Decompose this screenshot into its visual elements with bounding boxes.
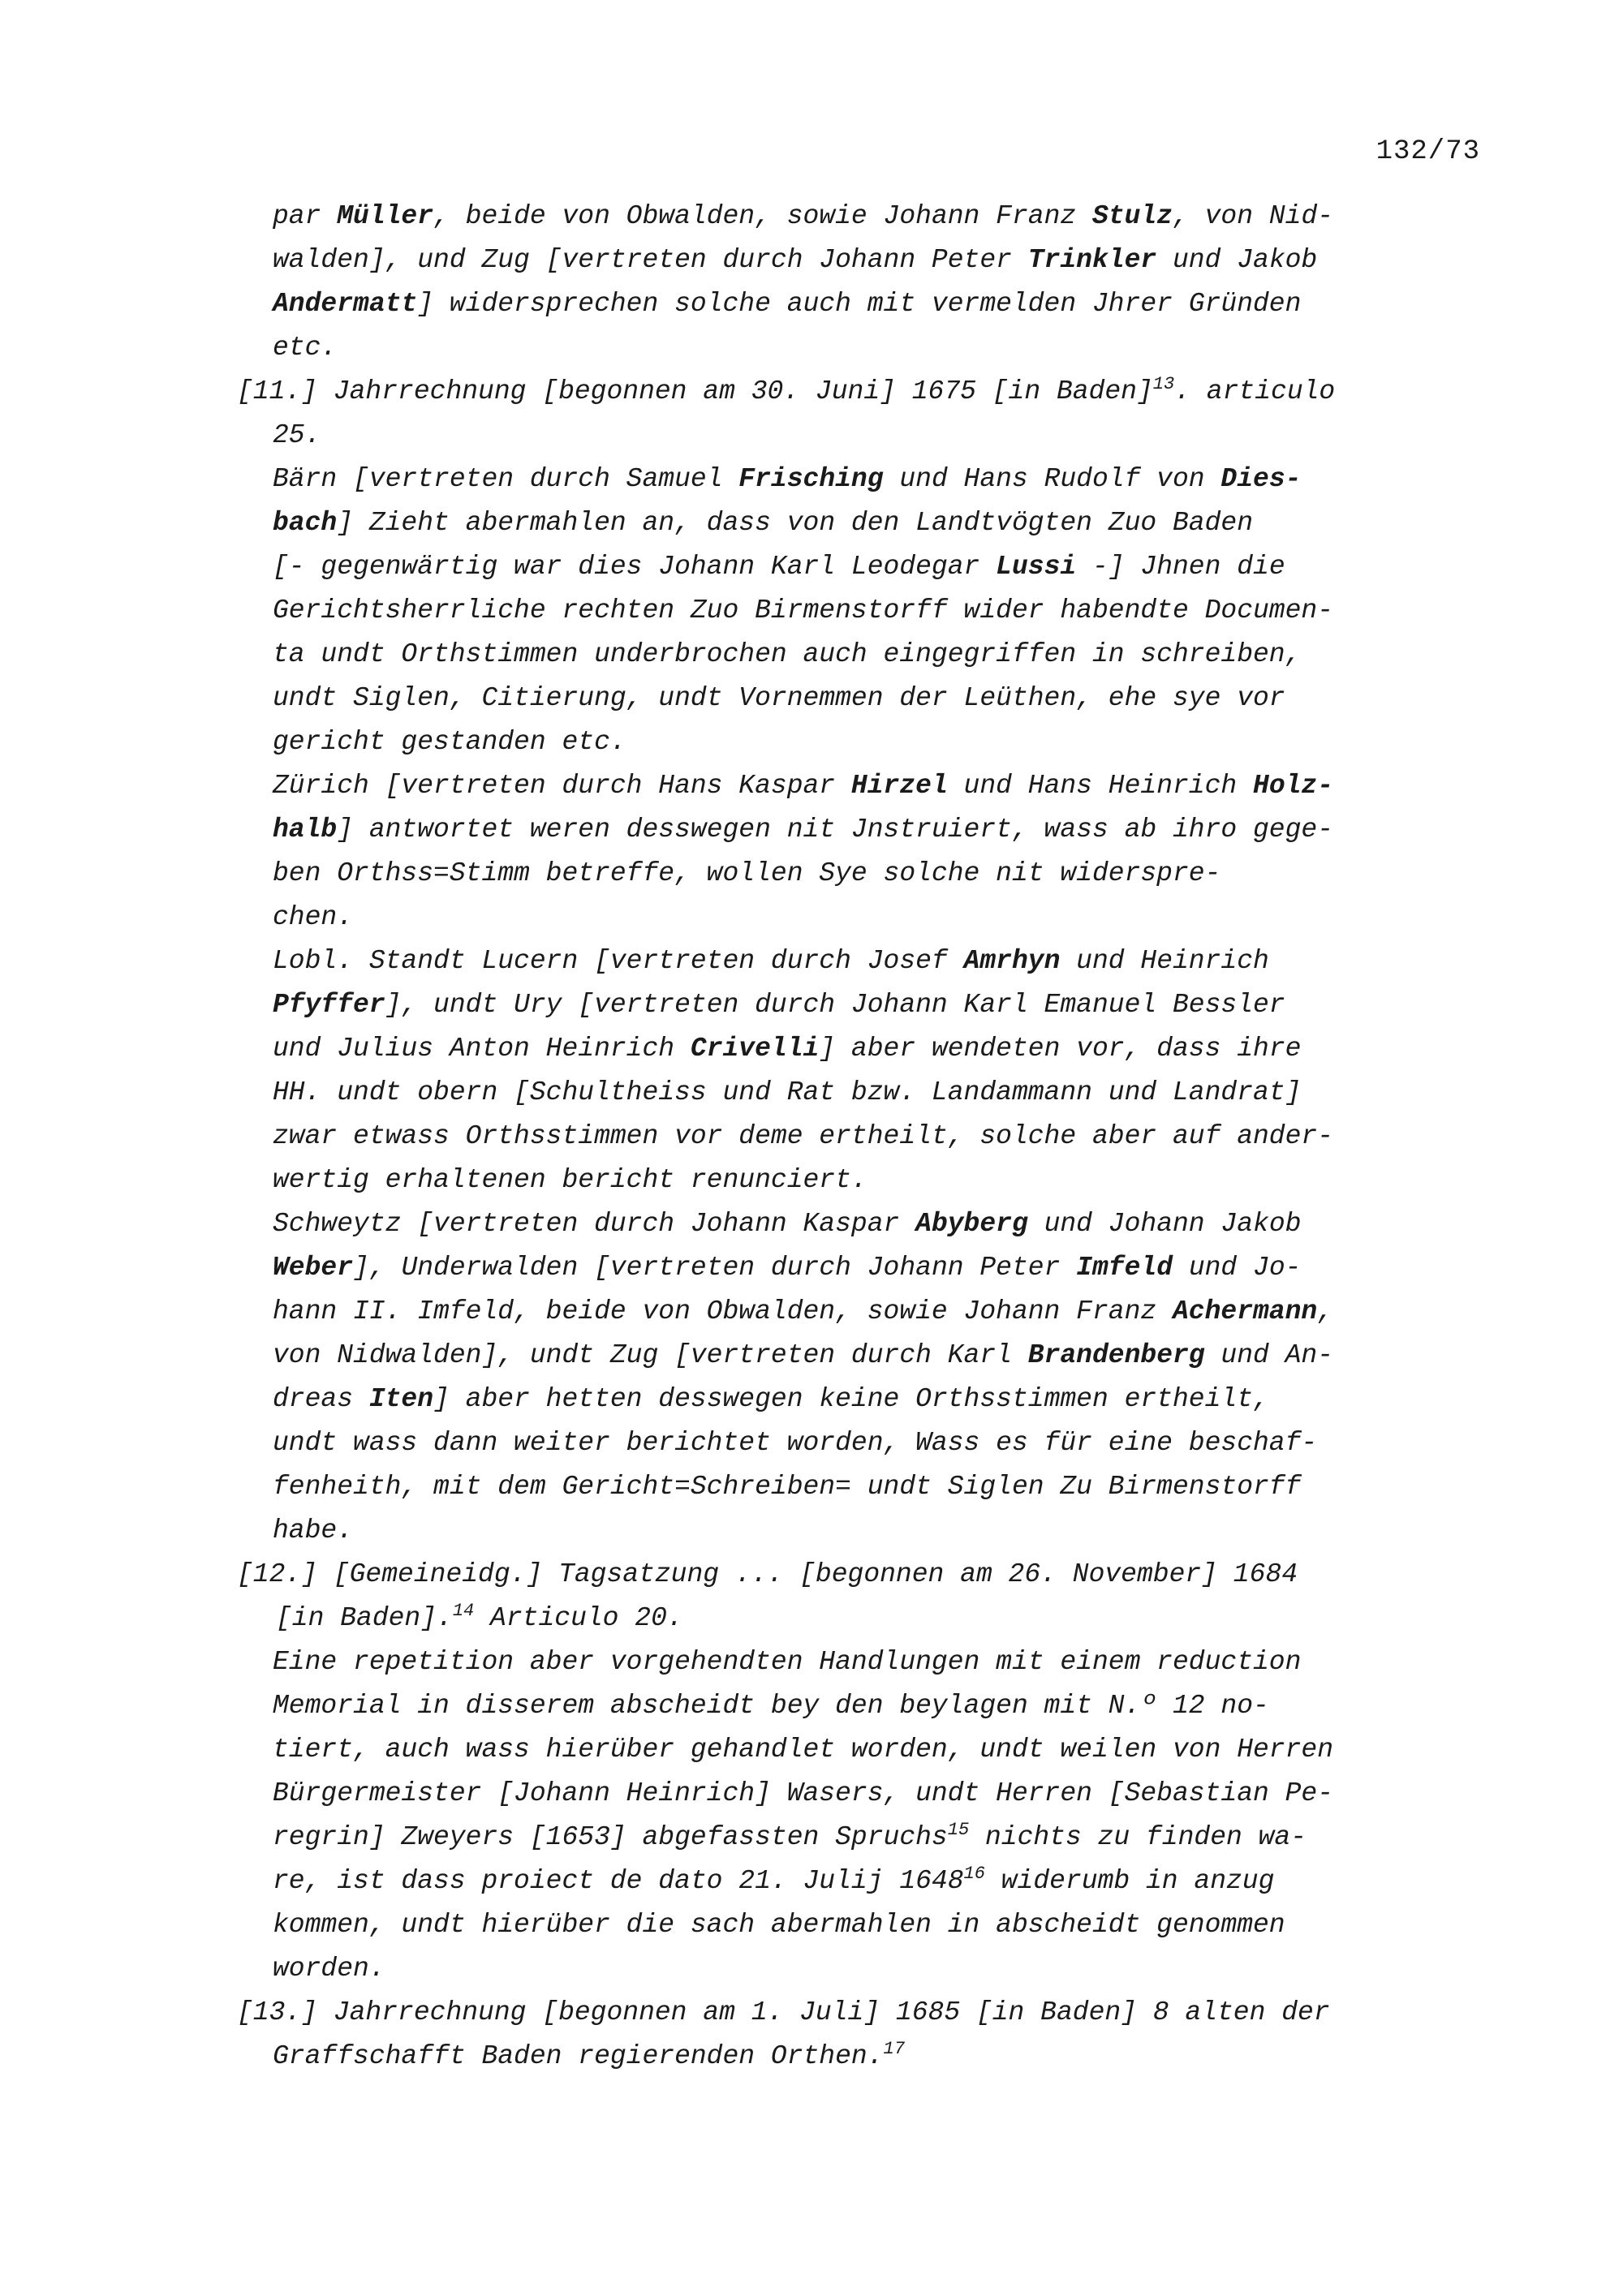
- text-segment: HH. undt obern [Schultheiss und Rat bzw. Landammann und Landrat]: [273, 1077, 1302, 1107]
- text-segment: ,: [1317, 1296, 1334, 1326]
- text-line: [273, 1334, 1487, 1378]
- text-segment: von Nidwalden], undt Zug [vertreten durch Karl: [273, 1340, 1028, 1370]
- text-line: [273, 2035, 1487, 2079]
- text-segment: kommen, undt hierüber die sach abermahlen in abscheidt genommen: [273, 1910, 1285, 1940]
- text-segment: etc.: [273, 333, 338, 363]
- text-line: [273, 1860, 1487, 1903]
- footnote-reference: 15: [947, 1820, 970, 1840]
- text-segment: Eine repetition aber vorgehendten Handlungen mit einem reduction: [273, 1647, 1302, 1677]
- text-line: [276, 1597, 1487, 1640]
- text-segment: walden], und Zug [vertreten durch Johann Peter: [273, 245, 1028, 275]
- text-line: [273, 1465, 1487, 1509]
- text-line: [273, 1027, 1487, 1071]
- text-segment: [- gegenwärtig war dies Johann Karl Leodegar: [273, 552, 997, 582]
- text-line: [273, 633, 1487, 677]
- text-segment: nichts zu finden wa-: [969, 1822, 1307, 1852]
- document-body: [237, 195, 1487, 2079]
- person-name: Lussi: [996, 552, 1077, 582]
- person-name: Achermann: [1172, 1296, 1318, 1326]
- person-name: Crivelli: [690, 1034, 820, 1064]
- text-segment: Bärn [vertreten durch Samuel: [273, 464, 739, 494]
- text-line: [273, 1903, 1487, 1947]
- text-line: [273, 1947, 1487, 1991]
- text-segment: und Julius Anton Heinrich: [273, 1034, 691, 1064]
- person-name: Müller: [337, 201, 434, 231]
- text-line: [273, 414, 1487, 458]
- person-name: Andermatt: [273, 289, 418, 319]
- text-segment: ], undt Ury [vertreten durch Johann Karl Emanuel Bessler: [385, 990, 1285, 1020]
- person-name: halb: [273, 815, 338, 845]
- text-segment: zwar etwass Orthsstimmen vor deme ertheilt, solche aber auf ander-: [273, 1121, 1334, 1151]
- text-line: [273, 1115, 1487, 1159]
- page-number: 132/73: [1375, 136, 1480, 167]
- text-line: [273, 1071, 1487, 1115]
- text-line: [273, 939, 1487, 983]
- text-segment: worden.: [273, 1954, 385, 1984]
- text-segment: Gerichtsherrliche rechten Zuo Birmenstorff wider habendte Documen-: [273, 595, 1334, 626]
- text-segment: ] aber wendeten vor, dass ihre: [819, 1034, 1302, 1064]
- person-name: Iten: [368, 1384, 434, 1414]
- text-segment: Lobl. Standt Lucern [vertreten durch Josef: [273, 946, 964, 976]
- person-name: Trinkler: [1027, 245, 1157, 275]
- text-segment: ] widersprechen solche auch mit vermelden Jhrer Gründen: [417, 289, 1302, 319]
- text-line: [273, 1684, 1487, 1728]
- text-line: [273, 1509, 1487, 1553]
- text-segment: Schweytz [vertreten durch Johann Kaspar: [273, 1209, 916, 1239]
- text-segment: und Jo-: [1173, 1253, 1302, 1283]
- text-segment: . articulo: [1174, 376, 1336, 406]
- text-line: [273, 677, 1487, 720]
- person-name: Dies-: [1220, 464, 1302, 494]
- text-line: [273, 1728, 1487, 1772]
- text-segment: Articulo 20.: [474, 1603, 683, 1633]
- text-segment: ], Underwalden [vertreten durch Johann Peter: [353, 1253, 1077, 1283]
- text-segment: re, ist dass proiect de dato 21. Julij 1648: [273, 1866, 964, 1896]
- text-segment: und Hans Heinrich: [947, 771, 1254, 801]
- text-line: [273, 1159, 1487, 1202]
- text-line: [273, 1772, 1487, 1816]
- text-line: [273, 239, 1487, 282]
- text-segment: [12.] [Gemeineidg.] Tagsatzung ... [begonnen am 26. November] 1684: [237, 1559, 1298, 1589]
- person-name: Frisching: [738, 464, 884, 494]
- text-segment: undt wass dann weiter berichtet worden, Wass es für eine beschaf-: [273, 1428, 1318, 1458]
- person-name: Amrhyn: [963, 946, 1061, 976]
- text-segment: chen.: [273, 902, 354, 932]
- footnote-reference: 14: [452, 1601, 475, 1621]
- text-segment: Graffschafft Baden regierenden Orthen.: [273, 2041, 884, 2071]
- text-line: [273, 1246, 1487, 1290]
- text-segment: par: [273, 201, 338, 231]
- text-segment: regrin] Zweyers [1653] abgefassten Spruchs: [273, 1822, 948, 1852]
- person-name: Holz-: [1253, 771, 1334, 801]
- text-segment: und Heinrich: [1060, 946, 1269, 976]
- text-segment: und Jakob: [1156, 245, 1318, 275]
- text-segment: wertig erhaltenen bericht renunciert.: [273, 1165, 867, 1195]
- text-line: [273, 195, 1487, 239]
- text-segment: undt Siglen, Citierung, undt Vornemmen der Leüthen, ehe sye vor: [273, 683, 1285, 713]
- text-line: [273, 589, 1487, 633]
- text-segment: tiert, auch wass hierüber gehandlet worden, undt weilen von Herren: [273, 1735, 1334, 1765]
- text-segment: ben Orthss=Stimm betreffe, wollen Sye solche nit widerspre-: [273, 858, 1221, 888]
- text-segment: [11.] Jahrrechnung [begonnen am 30. Juni] 1675 [in Baden]: [237, 376, 1153, 406]
- text-line: [273, 1816, 1487, 1860]
- text-segment: ta undt Orthstimmen underbrochen auch eingegriffen in schreiben,: [273, 639, 1302, 669]
- text-line: [273, 808, 1487, 852]
- text-segment: und An-: [1204, 1340, 1334, 1370]
- text-line: [273, 282, 1487, 326]
- text-segment: und Johann Jakob: [1027, 1209, 1302, 1239]
- text-segment: habe.: [273, 1516, 354, 1546]
- text-line: [273, 1378, 1487, 1421]
- text-line: [273, 1290, 1487, 1334]
- text-line: [273, 545, 1487, 589]
- text-line: [273, 501, 1487, 545]
- text-line: [237, 1553, 1487, 1597]
- person-name: bach: [273, 508, 338, 538]
- footnote-reference: 17: [883, 2039, 905, 2059]
- person-name: Abyberg: [915, 1209, 1028, 1239]
- text-segment: dreas: [273, 1384, 369, 1414]
- text-segment: Memorial in disserem abscheidt bey den beylagen mit N.º 12 no-: [273, 1691, 1269, 1721]
- text-line: [273, 764, 1487, 808]
- text-segment: Zürich [vertreten durch Hans Kaspar: [273, 771, 851, 801]
- text-line: [273, 720, 1487, 764]
- footnote-reference: 13: [1152, 374, 1175, 394]
- person-name: Brandenberg: [1027, 1340, 1205, 1370]
- text-line: [237, 370, 1487, 414]
- person-name: Weber: [273, 1253, 354, 1283]
- text-line: [273, 326, 1487, 370]
- text-line: [237, 1991, 1487, 2035]
- text-line: [273, 458, 1487, 501]
- text-segment: und Hans Rudolf von: [883, 464, 1221, 494]
- person-name: Stulz: [1091, 201, 1173, 231]
- text-segment: ] Zieht abermahlen an, dass von den Landtvögten Zuo Baden: [337, 508, 1254, 538]
- footnote-reference: 16: [963, 1864, 985, 1884]
- text-segment: hann II. Imfeld, beide von Obwalden, sowie Johann Franz: [273, 1296, 1173, 1326]
- text-segment: 25.: [273, 420, 321, 450]
- text-line: [273, 983, 1487, 1027]
- text-segment: gericht gestanden etc.: [273, 727, 626, 757]
- text-line: [273, 1421, 1487, 1465]
- text-segment: fenheith, mit dem Gericht=Schreiben= undt Siglen Zu Birmenstorff: [273, 1472, 1302, 1502]
- text-line: [273, 896, 1487, 939]
- person-name: Pfyffer: [273, 990, 385, 1020]
- person-name: Hirzel: [850, 771, 948, 801]
- text-segment: Bürgermeister [Johann Heinrich] Wasers, undt Herren [Sebastian Pe-: [273, 1778, 1334, 1808]
- text-segment: widerumb in anzug: [984, 1866, 1275, 1896]
- text-segment: , von Nid-: [1173, 201, 1334, 231]
- text-segment: [13.] Jahrrechnung [begonnen am 1. Juli] 1685 [in Baden] 8 alten der: [237, 1997, 1330, 2027]
- text-segment: , beide von Obwalden, sowie Johann Franz: [433, 201, 1092, 231]
- text-segment: ] antwortet weren desswegen nit Jnstruiert, wass ab ihro gege-: [337, 815, 1334, 845]
- text-line: [273, 1640, 1487, 1684]
- text-segment: [in Baden].: [276, 1603, 453, 1633]
- text-line: [273, 1202, 1487, 1246]
- text-segment: -] Jhnen die: [1076, 552, 1285, 582]
- text-segment: ] aber hetten desswegen keine Orthsstimmen ertheilt,: [433, 1384, 1269, 1414]
- person-name: Imfeld: [1076, 1253, 1173, 1283]
- text-line: [273, 852, 1487, 896]
